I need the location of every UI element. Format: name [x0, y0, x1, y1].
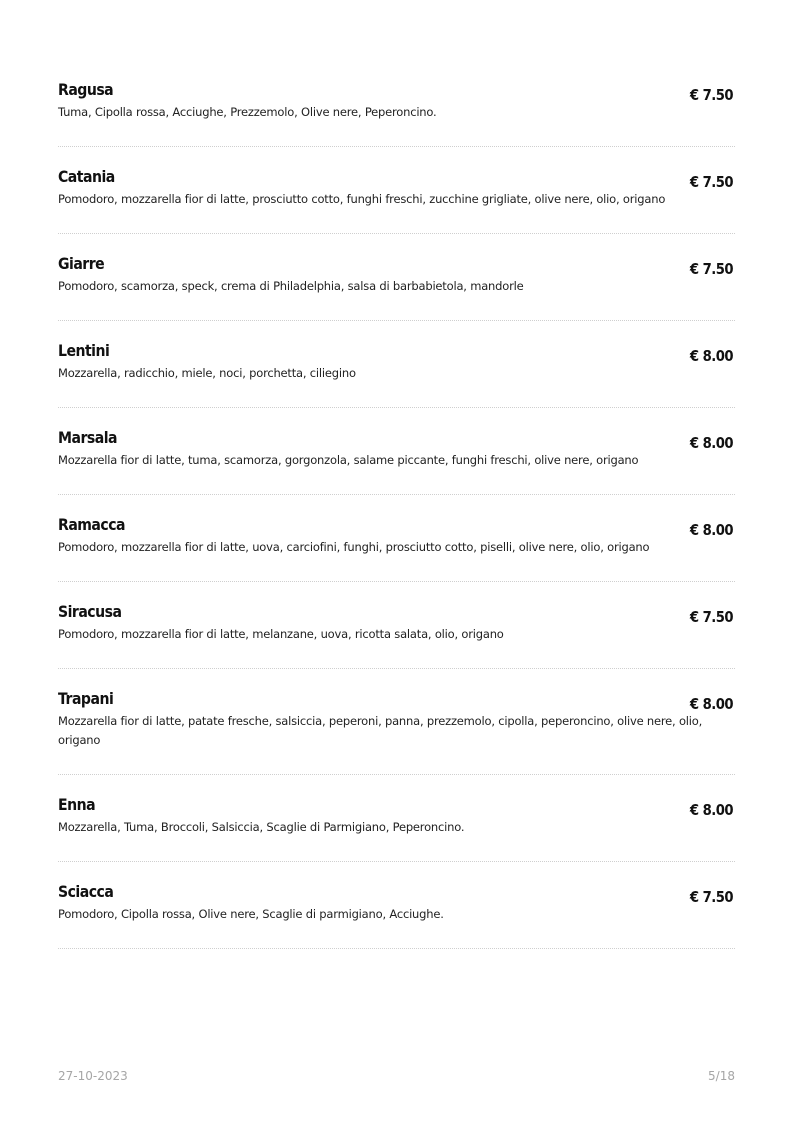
menu-item-ragusa — [58, 78, 735, 147]
item-description: Pomodoro, scamorza, speck, crema di Philadelphia, salsa di barbabietola, mandorle — [58, 279, 524, 293]
item-name: Ragusa — [58, 80, 114, 99]
footer-date: 27-10-2023 — [58, 1069, 128, 1083]
menu-list — [58, 78, 735, 967]
item-name: Catania — [58, 167, 115, 186]
menu-item-lentini — [58, 339, 735, 408]
item-name: Lentini — [58, 341, 110, 360]
item-price: € 8.00 — [689, 434, 733, 452]
menu-item-ramacca — [58, 513, 735, 582]
item-description: Pomodoro, Cipolla rossa, Olive nere, Scaglie di parmigiano, Acciughe. — [58, 907, 444, 921]
item-price: € 8.00 — [689, 347, 733, 365]
item-price: € 8.00 — [689, 801, 733, 819]
item-price: € 8.00 — [689, 695, 733, 713]
page-number: 5/18 — [708, 1069, 735, 1083]
item-name: Marsala — [58, 428, 117, 447]
item-name: Enna — [58, 795, 96, 814]
item-price: € 7.50 — [689, 260, 733, 278]
item-description: Mozzarella, Tuma, Broccoli, Salsiccia, Scaglie di Parmigiano, Peperoncino. — [58, 820, 465, 834]
item-name: Ramacca — [58, 515, 126, 534]
menu-item-enna — [58, 793, 735, 862]
item-description: Pomodoro, mozzarella fior di latte, prosciutto cotto, funghi freschi, zucchine grigliate, olive nere, olio, origano — [58, 192, 666, 206]
item-description: Mozzarella fior di latte, patate fresche, salsiccia, peperoni, panna, prezzemolo, cipolla, peperoncino, olive nere, olio, origano — [58, 714, 703, 747]
item-price: € 8.00 — [689, 521, 733, 539]
menu-item-marsala — [58, 426, 735, 495]
item-name: Siracusa — [58, 602, 122, 621]
item-name: Giarre — [58, 254, 105, 273]
menu-item-siracusa — [58, 600, 735, 669]
item-price: € 7.50 — [689, 888, 733, 906]
item-description: Mozzarella fior di latte, tuma, scamorza, gorgonzola, salame piccante, funghi freschi, olive nere, origano — [58, 453, 639, 467]
menu-item-sciacca — [58, 880, 735, 949]
item-price: € 7.50 — [689, 173, 733, 191]
menu-item-giarre — [58, 252, 735, 321]
item-description: Pomodoro, mozzarella fior di latte, melanzane, uova, ricotta salata, olio, origano — [58, 627, 504, 641]
item-price: € 7.50 — [689, 86, 733, 104]
item-price: € 7.50 — [689, 608, 733, 626]
item-description: Tuma, Cipolla rossa, Acciughe, Prezzemolo, Olive nere, Peperoncino. — [58, 105, 437, 119]
item-name: Sciacca — [58, 882, 114, 901]
menu-item-trapani — [58, 687, 735, 775]
item-description: Mozzarella, radicchio, miele, noci, porchetta, ciliegino — [58, 366, 356, 380]
item-name: Trapani — [58, 689, 114, 708]
menu-item-catania — [58, 165, 735, 234]
item-description: Pomodoro, mozzarella fior di latte, uova, carciofini, funghi, prosciutto cotto, piselli, olive nere, olio, origano — [58, 540, 650, 554]
